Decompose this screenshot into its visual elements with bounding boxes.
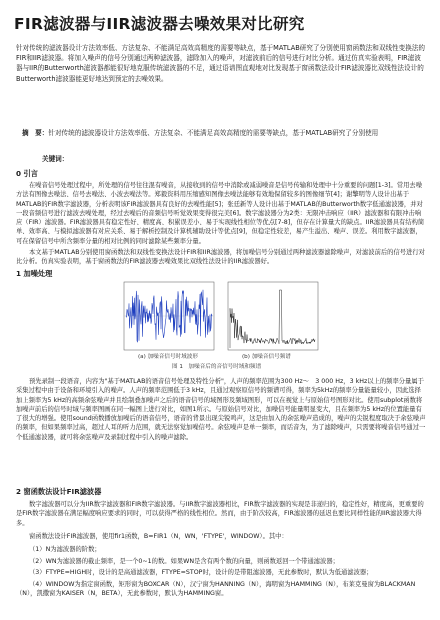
- list-item: （2）WN为滤波器的截止频率，是一个0~1的数。如果WN是含有两个数的向量，则函数返回一个带通滤波器；: [29, 557, 339, 565]
- figure-caption-b: (b) 加噪音信号频谱: [242, 354, 291, 360]
- spectrum-plot: [228, 282, 318, 350]
- abstract-text: 针对传统的滤波器设计方法效率低、方法复杂、不能满足高效高精度的需要等缺点，基于MATLAB研究了分别使用窗函数法和双线性变换法的FIR和IIR滤波器。将加入噪声的信号分别通过两种滤波器，滤除加入的噪声，对滤波前后的信号进行对比分析。通过仿真实验表明，FIR滤波器与IIR的Butterworth滤波器都能很好地克服传统滤波器的不足，通过语谱图直观地对比发现基于窗函数法设计FIR滤波器比双线性法设计的Butterworth滤波器能更好地达到预定的去噪效果。: [16, 44, 426, 83]
- body-paragraph-fir: 数字滤波器可以分为IIR数字滤波器和FIR数字滤波器。与IIR数字滤波器相比，FIR数字滤波器的实现是非递归的，稳定性好，精度高，更重要的是FIR数字滤波器在满足幅度响应要求的同时，可以获得严格的线性相位。然而，由于阶次较高，FIR滤波器的延迟也要比同样性能的IIR滤波器大得多。: [16, 501, 424, 527]
- summary-text: 针对传统的滤波器设计方法效率低、方法复杂、不能满足高效高精度的需要等缺点，基于MATLAB研究了分别使用: [48, 129, 379, 137]
- keywords-label: 关键词：: [42, 155, 69, 163]
- keywords-line: [42, 153, 68, 163]
- body-paragraph-fir1: 窗函数法设计FIR滤波器，使用fir1函数，B=FIR1（N，WN，'FTYPE'，WINDOW）。其中：: [29, 533, 288, 540]
- intro-paragraph-2: 本文基于MATLAB分别使用窗函数法和双线性变换法设计FIR和IIR滤波器，将加噪信号分别通过两种滤波器滤除噪声，对滤波前后的信号进行对比分析。仿真实验表明，基于窗函数法的FIR滤波器去噪效果比双线性法设计的IIR滤波器好。: [16, 249, 425, 266]
- figure-caption-a: (a) 加噪音信号时域波形: [138, 354, 198, 360]
- figure-caption: 图 1 加噪音后的音信号时域和频谱: [172, 364, 262, 370]
- section-heading-noise: 1 加噪处理: [16, 269, 53, 278]
- list-item: （3）FTYPE=HIGH时，设计的是高通滤波器，FTYPE=STOP时，设计的是带阻滤波器，无此参数时，默认为低通滤波器；: [29, 569, 373, 576]
- intro-paragraph-1: 在噪音信号处理过程中，所处理的信号往往混有噪音，从接收到的信号中消除或减弱噪音是信号传输和处理中十分重要的问题[1-3]。常用去噪方法有图像去噪法、信号去噪法、小波去噪法等。郑毅资料用压缩感知图像去噪法能够有效地保留较多的图像细节[4]；谢擎明等人设计出基于MATLAB的FIR数字滤波器，分析表明该FIR滤波器具有良好的去噪性能[5]；张廷新等人设计出基于MATLAB的Butterworth数字低通滤波器，并对一段音频信号进行滤波去噪处理，经过去噪后的音频信号听觉效果变得很完美[6]。数字滤波器分为2类：无限冲击响应（IIR）滤波器和有限冲击响应（FIR）滤波器。FIR滤波器具有稳定性好、精度高、积累误差小、易于实现线性相位等优点[7-8]，但存在计算量大的缺点。IIR滤波器具有结构简单、效率高、与模拟滤波器有对应关系、易于解析控制及计算机辅助设计等优点[9]，但稳定性较差，易产生溢出、噪声、误差。利用数字滤波器，可在保留信号中所含频率分量的相对比例的同时滤除某些频率分量。: [16, 182, 425, 245]
- list-item: （4）WINDOW为指定窗函数，矩形窗为BOXCAR（N），汉宁窗为HANNING（N），海明窗为HAMMING（N），布莱克曼窗为BLACKMAN（N），凯撒窗为KAISER（N，BETA），无此参数时，默认为HAMMING窗。: [16, 580, 416, 597]
- parameter-list: [16, 545, 426, 601]
- list-item: （1）N为滤波器的阶数；: [29, 546, 101, 553]
- time-domain-plot: [124, 282, 214, 350]
- paper-title: FIR滤波器与IIR滤波器去噪效果对比研究: [14, 15, 305, 33]
- body-paragraph-noise: 预先录制一段语音，内容为"基于MATLAB的语音信号处理及特性分析"，人声的频率范围为300 Hz～ 3 000 Hz，3 kHz以上的频率分量属于采集过程中由于设备和环境引入的噪声。人声的频率范围低于3 kHz，且通过观察原信号的频谱可得，频率为5kHz的频率分量能量较小，因此选择加上频率为5 kHz的高频余弦噪声并且绘制叠加噪声之后的语音信号的域图形及频域图形，可以在视觉上与原始信号图形对比。使用subplot函数将加噪声前后的信号时域与频率图画在同一幅图上进行对比，如图1所示。与原始信号对比，加噪信号能量明显变大，且在频率为5 kHz的位置能量有了很大的增强。使用sound函数播放加噪后的语音信号，语音的背景出现尖锐鸣声，这是由加入的余弦噪声造成的，噪声的尖锐程度取决于余弦噪声的频率，但如果频率过高，超过人耳的听力范围，就无法察觉加噪信号。余弦噪声是单一频率，而话音为，为了滤除噪声，只需要将噪音信号通过一个低通滤波器，就可将余弦噪声及录制过程中引入的噪声滤除。: [16, 378, 426, 441]
- section-heading-intro: 0 引言: [16, 169, 38, 178]
- summary-label: 摘 要：: [22, 129, 49, 137]
- section-heading-fir: 2 窗函数法设计FIR滤波器: [16, 487, 102, 496]
- summary-line: [22, 128, 426, 138]
